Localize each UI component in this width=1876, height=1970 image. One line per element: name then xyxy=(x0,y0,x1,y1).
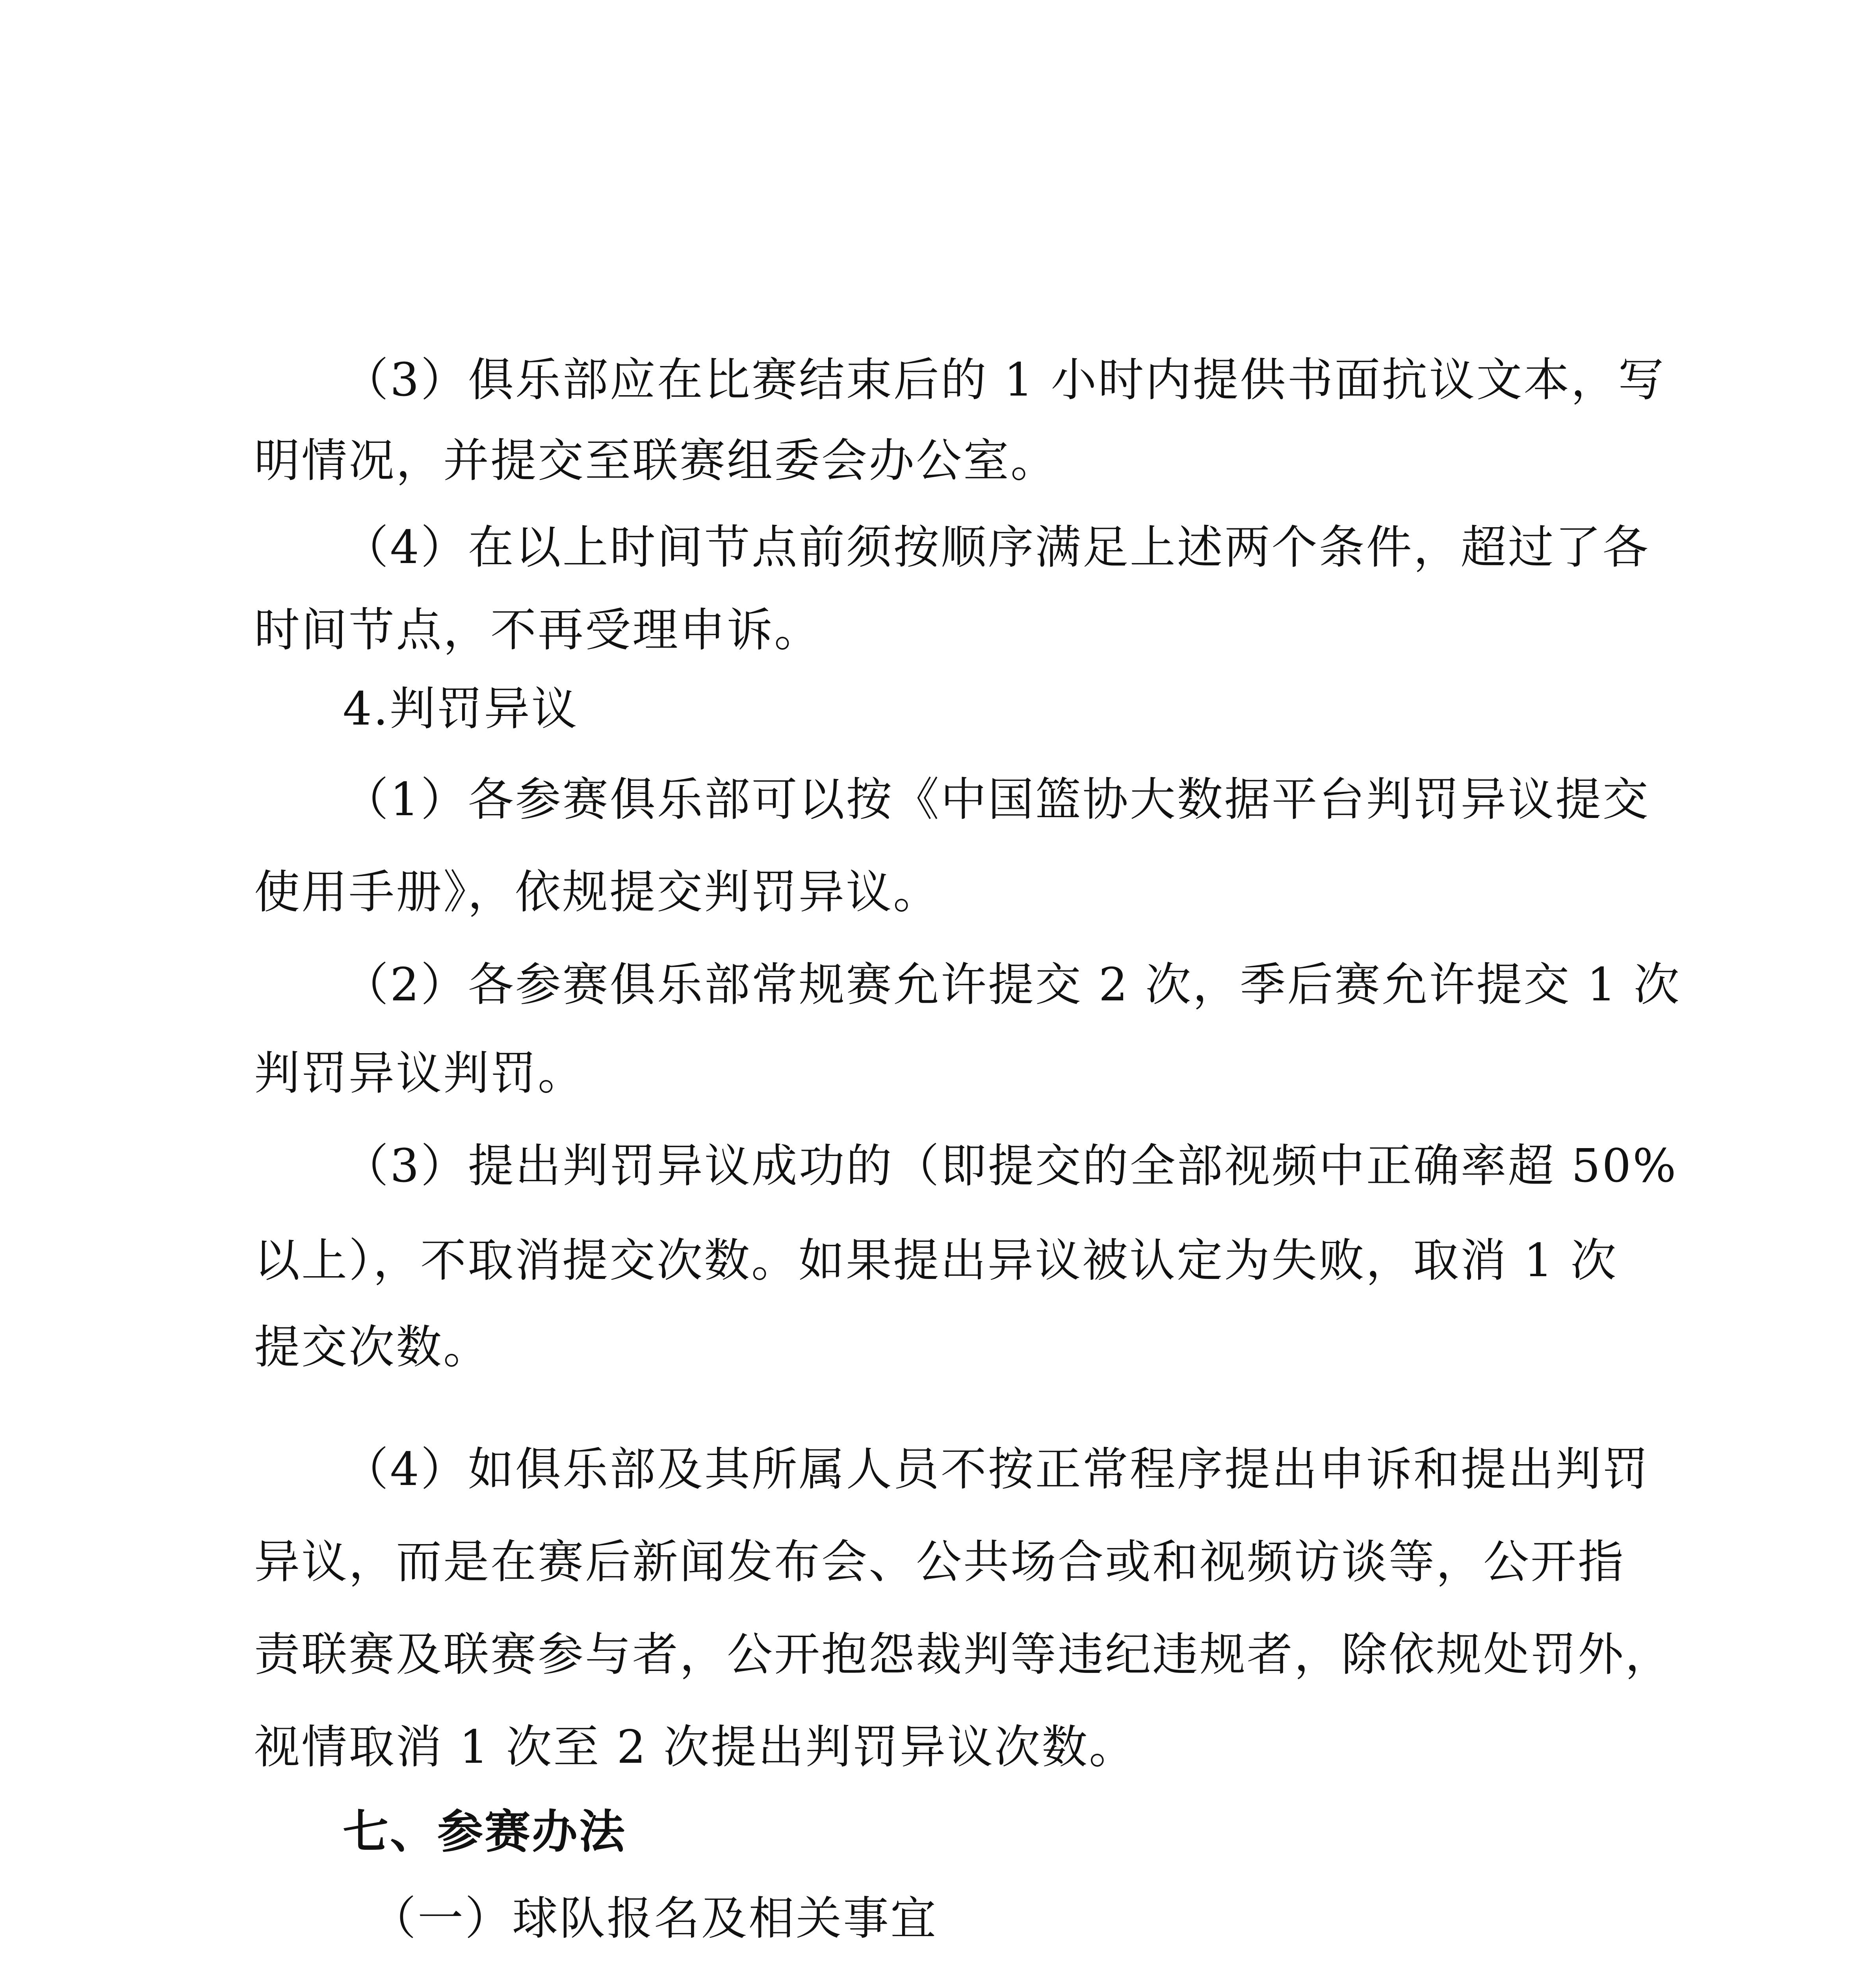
text-line: （1）各参赛俱乐部可以按《中国篮协大数据平台判罚异议提交 xyxy=(343,773,1650,826)
text-line: 以上），不取消提交次数。如果提出异议被认定为失败，取消 1 次 xyxy=(254,1234,1618,1287)
section-heading: 七、参赛办法 xyxy=(343,1805,626,1858)
text-line: （3）提出判罚异议成功的（即提交的全部视频中正确率超 50% xyxy=(343,1139,1678,1193)
text-line: 时间节点，不再受理申诉。 xyxy=(254,604,821,657)
section-subheading: 4.判罚异议 xyxy=(343,682,579,736)
text-line: 责联赛及联赛参与者，公开抱怨裁判等违纪违规者，除依规处罚外， xyxy=(254,1628,1672,1681)
text-line: 提交次数。 xyxy=(254,1321,490,1374)
text-line: 使用手册》，依规提交判罚异议。 xyxy=(254,866,940,919)
text-line: （2）各参赛俱乐部常规赛允许提交 2 次，季后赛允许提交 1 次 xyxy=(343,958,1681,1011)
text-line: （3）俱乐部应在比赛结束后的 1 小时内提供书面抗议文本，写 xyxy=(343,353,1666,407)
subsection-heading: （一）球队报名及相关事宜 xyxy=(370,1892,938,1945)
text-line: 视情取消 1 次至 2 次提出判罚异议次数。 xyxy=(254,1721,1137,1774)
text-line: 异议，而是在赛后新闻发布会、公共场合或和视频访谈等，公开指 xyxy=(254,1535,1625,1589)
text-line: （4）在以上时间节点前须按顺序满足上述两个条件，超过了各 xyxy=(343,521,1650,574)
text-line: 明情况，并提交至联赛组委会办公室。 xyxy=(254,434,1058,487)
text-line: 判罚异议判罚。 xyxy=(254,1047,585,1100)
text-line: （4）如俱乐部及其所属人员不按正常程序提出申诉和提出判罚 xyxy=(343,1443,1650,1496)
